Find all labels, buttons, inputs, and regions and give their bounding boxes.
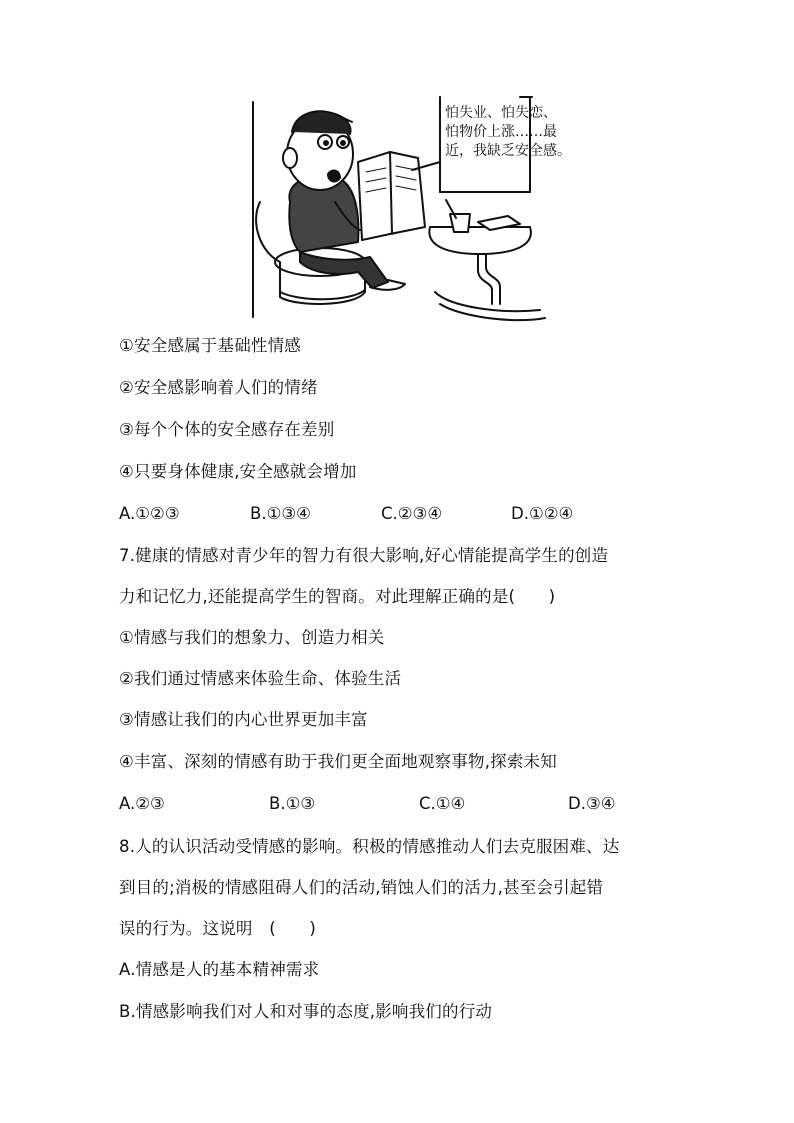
q6-statement-4: ④只要身体健康,安全感就会增加: [119, 462, 357, 481]
q6-option-b[interactable]: B.①③④: [250, 504, 311, 523]
q6-option-a[interactable]: A.①②③: [119, 504, 180, 523]
q7-option-a[interactable]: A.②③: [119, 794, 165, 813]
q6-statement-1: ①安全感属于基础性情感: [119, 336, 301, 355]
q7-statement-4: ④丰富、深刻的情感有助于我们更全面地观察事物,探索未知: [119, 752, 557, 771]
q6-statement-3: ③每个个体的安全感存在差别: [119, 420, 335, 439]
speech-line-2: 怕物价上涨……最: [445, 124, 557, 140]
q8-option-a[interactable]: A.情感是人的基本精神需求: [119, 960, 320, 979]
q7-option-c[interactable]: C.①④: [419, 794, 466, 813]
cartoon-illustration: [240, 92, 571, 332]
q6-option-d[interactable]: D.①②④: [511, 504, 574, 523]
q7-stem-line-2: 力和记忆力,还能提高学生的智商。对此理解正确的是( ): [119, 587, 556, 606]
q8-stem-line-2: 到目的;消极的情感阻碍人们的活动,销蚀人们的活力,甚至会引起错: [119, 878, 604, 897]
q7-stem-line-1: 7.健康的情感对青少年的智力有很大影响,好心情能提高学生的创造: [119, 546, 609, 565]
q7-statement-1: ①情感与我们的想象力、创造力相关: [119, 628, 385, 647]
speech-line-1: 怕失业、怕失恋、: [445, 105, 557, 121]
q7-statement-2: ②我们通过情感来体验生命、体验生活: [119, 669, 402, 688]
q8-stem-line-1: 8.人的认识活动受情感的影响。积极的情感推动人们去克服困难、达: [119, 837, 620, 856]
q7-statement-3: ③情感让我们的内心世界更加丰富: [119, 710, 368, 729]
q7-option-b[interactable]: B.①③: [269, 794, 316, 813]
q7-option-d[interactable]: D.③④: [568, 794, 616, 813]
speech-line-3: 近，我缺乏安全感。: [445, 143, 571, 159]
q8-stem-line-3: 误的行为。这说明 ( ): [119, 919, 316, 938]
q6-statement-2: ②安全感影响着人们的情绪: [119, 378, 318, 397]
q6-option-c[interactable]: C.②③④: [381, 504, 443, 523]
q8-option-b[interactable]: B.情感影响我们对人和对事的态度,影响我们的行动: [119, 1002, 493, 1021]
